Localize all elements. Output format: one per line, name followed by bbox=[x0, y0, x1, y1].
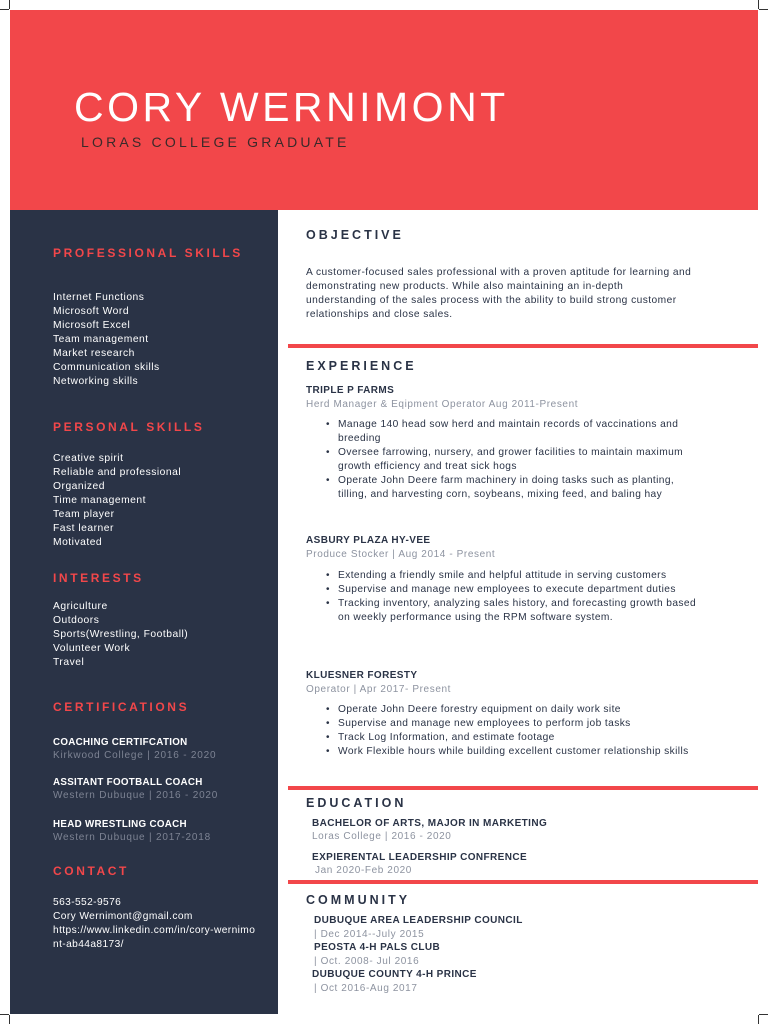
interests-heading: INTERESTS bbox=[53, 571, 144, 585]
contact-email[interactable]: Cory Wernimont@gmail.com bbox=[53, 911, 193, 922]
contact-linkedin-link[interactable]: https://www.linkedin.com/in/cory-wernimont-ab44a8173/ bbox=[53, 925, 256, 950]
list-item: • Manage 140 head sow herd and maintain records of vaccinations and breeding bbox=[338, 418, 698, 446]
list-item: • Tracking inventory, analyzing sales history, and forecasting growth based on weekly performance using the RPM software system. bbox=[338, 597, 698, 625]
education-subtitle: Loras College | 2016 - 2020 bbox=[312, 831, 452, 842]
interests-list bbox=[53, 600, 188, 670]
job-bullets bbox=[338, 703, 698, 759]
sidebar bbox=[10, 210, 278, 1014]
crop-mark bbox=[9, 0, 10, 9]
job-title: ASBURY PLAZA HY-VEE bbox=[306, 535, 431, 546]
job-subtitle: Operator | Apr 2017- Present bbox=[306, 684, 452, 695]
crop-mark bbox=[759, 1014, 768, 1015]
list-item: Microsoft Word bbox=[53, 305, 130, 317]
job-subtitle: Produce Stocker | Aug 2014 - Present bbox=[306, 549, 496, 560]
professional-skills-heading: PROFESSIONAL SKILLS bbox=[53, 246, 243, 260]
community-subtitle: | Oct 2016-Aug 2017 bbox=[314, 983, 418, 994]
education-heading: EDUCATION bbox=[306, 796, 407, 810]
certification-subtitle: Kirkwood College | 2016 - 2020 bbox=[53, 750, 217, 761]
list-item: • Supervise and manage new employees to execute department duties bbox=[338, 583, 698, 597]
list-item: Market research bbox=[53, 347, 135, 359]
resume-page bbox=[10, 10, 758, 1014]
education-title: BACHELOR OF ARTS, MAJOR IN MARKETING bbox=[312, 818, 548, 829]
list-item: • Work Flexible hours while building excellent customer relationship skills bbox=[338, 745, 698, 759]
list-item: Reliable and professional bbox=[53, 466, 182, 478]
list-item: Internet Functions bbox=[53, 292, 145, 303]
certification-title: ASSITANT FOOTBALL COACH bbox=[53, 777, 203, 788]
contact-block bbox=[53, 896, 258, 952]
community-title: DUBUQUE AREA LEADERSHIP COUNCIL bbox=[314, 915, 523, 926]
list-item: • Extending a friendly smile and helpful attitude in serving customers bbox=[338, 569, 698, 583]
experience-heading: EXPERIENCE bbox=[306, 359, 417, 373]
education-subtitle: Jan 2020-Feb 2020 bbox=[315, 865, 412, 876]
list-item: Motivated bbox=[53, 536, 103, 548]
job-subtitle: Herd Manager & Eqipment Operator Aug 2011-Present bbox=[306, 399, 579, 410]
job-bullets bbox=[338, 569, 698, 625]
list-item: Volunteer Work bbox=[53, 642, 131, 654]
education-title: EXPIERENTAL LEADERSHIP CONFRENCE bbox=[312, 852, 528, 863]
certification-subtitle: Western Dubuque | 2016 - 2020 bbox=[53, 790, 219, 801]
certification-item bbox=[53, 736, 216, 763]
crop-mark bbox=[9, 1015, 10, 1024]
section-divider bbox=[288, 786, 758, 790]
certification-title: COACHING CERTIFCATION bbox=[53, 737, 188, 748]
certifications-heading: CERTIFICATIONS bbox=[53, 700, 190, 714]
community-heading: COMMUNITY bbox=[306, 893, 411, 907]
community-title: PEOSTA 4-H PALS CLUB bbox=[314, 942, 441, 953]
community-title: DUBUQUE COUNTY 4-H PRINCE bbox=[312, 969, 477, 980]
list-item: Communication skills bbox=[53, 361, 160, 373]
crop-mark bbox=[758, 0, 759, 9]
list-item: Time management bbox=[53, 494, 146, 506]
job-title: KLUESNER FORESTY bbox=[306, 670, 418, 681]
candidate-name: CORY WERNIMONT bbox=[74, 84, 509, 130]
personal-skills-heading: PERSONAL SKILLS bbox=[53, 420, 205, 434]
list-item: • Track Log Information, and estimate footage bbox=[338, 731, 698, 745]
crop-mark bbox=[758, 1015, 759, 1024]
list-item: Microsoft Excel bbox=[53, 319, 131, 331]
list-item: Networking skills bbox=[53, 375, 139, 387]
job-title: TRIPLE P FARMS bbox=[306, 385, 395, 396]
section-divider bbox=[288, 344, 758, 348]
list-item: Sports(Wrestling, Football) bbox=[53, 628, 189, 640]
main-content bbox=[278, 210, 758, 1014]
certification-item bbox=[53, 776, 218, 803]
list-item: Team management bbox=[53, 333, 149, 345]
contact-heading: CONTACT bbox=[53, 864, 129, 878]
personal-skills-list bbox=[53, 452, 181, 550]
job-bullets bbox=[338, 418, 698, 502]
list-item: • Supervise and manage new employees to perform job tasks bbox=[338, 717, 698, 731]
certification-subtitle: Western Dubuque | 2017-2018 bbox=[53, 832, 211, 843]
professional-skills-list bbox=[53, 291, 160, 389]
section-divider bbox=[288, 880, 758, 884]
objective-heading: OBJECTIVE bbox=[306, 228, 404, 242]
list-item: Travel bbox=[53, 656, 85, 668]
community-subtitle: | Dec 2014--July 2015 bbox=[314, 929, 425, 940]
list-item: Outdoors bbox=[53, 614, 100, 626]
list-item: • Operate John Deere farm machinery in doing tasks such as planting, tilling, and harvesting corn, soybeans, mixing feed, and baling hay bbox=[338, 474, 698, 502]
candidate-subtitle: LORAS COLLEGE GRADUATE bbox=[81, 134, 350, 150]
contact-phone[interactable]: 563-552-9576 bbox=[53, 897, 122, 908]
list-item: • Operate John Deere forestry equipment on daily work site bbox=[338, 703, 698, 717]
community-subtitle: | Oct. 2008- Jul 2016 bbox=[314, 956, 420, 967]
list-item: • Oversee farrowing, nursery, and grower facilities to maintain maximum growth efficiency and treat sick hogs bbox=[338, 446, 698, 474]
resume-header bbox=[10, 10, 758, 210]
list-item: Team player bbox=[53, 508, 115, 520]
list-item: Creative spirit bbox=[53, 453, 124, 464]
crop-mark bbox=[0, 1014, 9, 1015]
list-item: Agriculture bbox=[53, 601, 108, 612]
list-item: Fast learner bbox=[53, 522, 114, 534]
certification-title: HEAD WRESTLING COACH bbox=[53, 819, 187, 830]
list-item: Organized bbox=[53, 480, 106, 492]
crop-mark bbox=[759, 9, 768, 10]
crop-mark bbox=[0, 9, 9, 10]
certification-item bbox=[53, 818, 211, 845]
objective-text: A customer-focused sales professional with a proven aptitude for learning and demonstrating new products. While also maintaining an in-depth understanding of the sales process with the ability to build strong customer relationships and close sales. bbox=[306, 267, 692, 320]
